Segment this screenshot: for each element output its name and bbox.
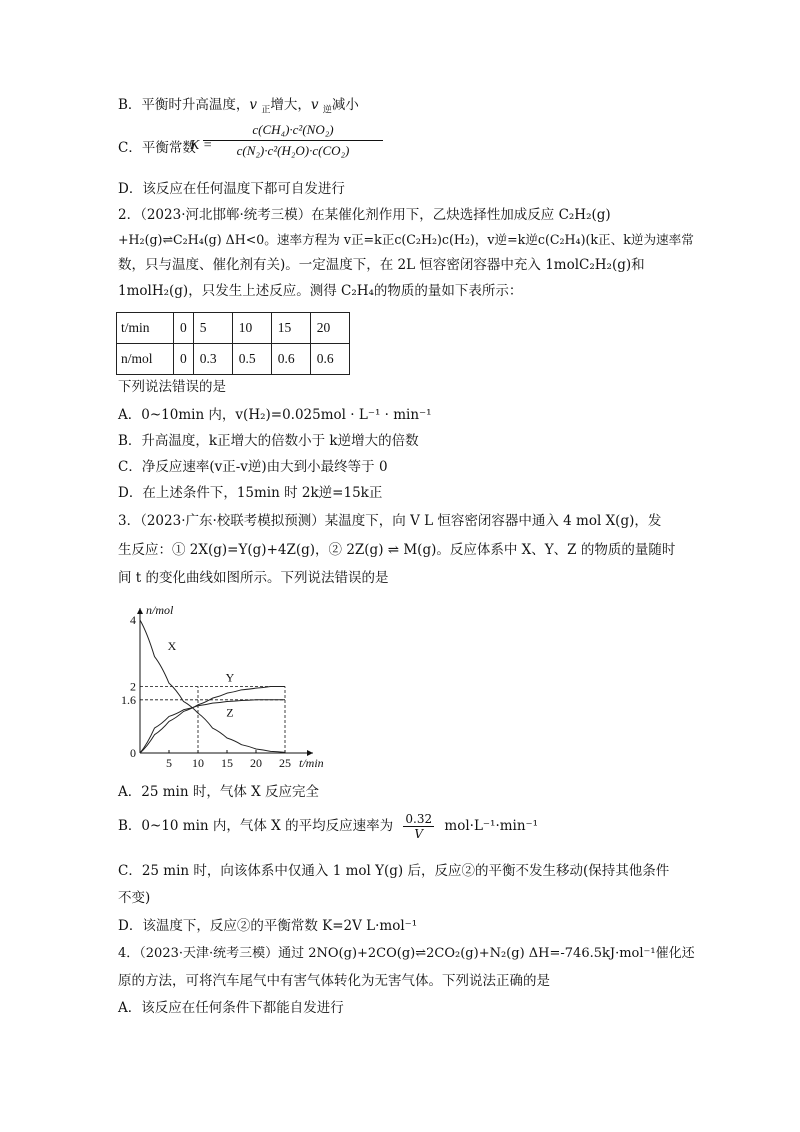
x-tick-label: 5 xyxy=(166,756,172,770)
table-cell: 5 xyxy=(193,313,232,344)
question-2-line-3: 数，只与温度、催化剂有关)。一定温度下，在 2L 恒容密闭容器中充入 1molC₂H₂(g)和 xyxy=(118,257,645,273)
table-cell: 0 xyxy=(174,313,194,344)
table-cell: 0.5 xyxy=(232,344,271,375)
question-2-line-2: +H₂(g)⇌C₂H₄(g) ΔH<0。速率方程为 v正=k正c(C₂H₂)c(H₂)，v逆=k逆c(C₂H₄)(k正、k逆为速率常 xyxy=(118,232,694,247)
rate-unit: mol·L⁻¹·min⁻¹ xyxy=(444,818,539,834)
question-2-option-c: C．净反应速率(v正-v逆)由大到小最终等于 0 xyxy=(118,459,388,475)
table-row xyxy=(117,344,350,375)
fraction-denominator: c(N₂)·c²(H₂O)·c(CO₂) xyxy=(203,140,383,159)
equilibrium-constant-fraction xyxy=(203,122,383,159)
question-3-option-d: D．该温度下，反应②的平衡常数 K=2V L·mol⁻¹ xyxy=(118,918,418,934)
series-label-y: Y xyxy=(225,670,235,685)
fraction-numerator: c(CH₄)·c²(NO₂) xyxy=(252,122,334,137)
amount-vs-time-chart xyxy=(108,600,348,770)
y-tick-label: 1.6 xyxy=(121,692,136,707)
table-row xyxy=(117,313,350,344)
series-label-x: X xyxy=(167,638,177,653)
k-symbol: K = xyxy=(190,138,213,153)
question-4-line-1: 4．（2023·天津·统考三模）通过 2NO(g)+2CO(g)⇌2CO₂(g)+N₂(g) ΔH=-746.5kJ·mol⁻¹催化还 xyxy=(118,946,695,961)
c2h4-amount-table xyxy=(116,312,350,375)
x-tick-label: 20 xyxy=(250,756,262,770)
question-2-option-d: D．在上述条件下，15min 时 2k逆=15k正 xyxy=(118,485,383,501)
series-line-z xyxy=(140,700,285,753)
table-cell: 10 xyxy=(232,313,271,344)
question-2-line-4: 1molH₂(g)，只发生上述反应。测得 C₂H₄的物质的量如下表所示： xyxy=(118,283,523,299)
option-b-prefix: B．0~10 min 内，气体 X 的平均反应速率为 xyxy=(118,818,394,834)
x-tick-label: 15 xyxy=(221,756,233,770)
question-3-line-3: 间 t 的变化曲线如图所示。下列说法错误的是 xyxy=(118,570,389,586)
option-b-line: B．平衡时升高温度，v $_正$增大，v $_逆$减小 xyxy=(118,97,359,116)
table-cell: 0.3 xyxy=(193,344,232,375)
y-axis-arrow xyxy=(137,608,143,614)
y-tick-label: 2 xyxy=(130,679,136,694)
question-3-option-b xyxy=(118,812,538,841)
table-cell: 0 xyxy=(174,344,194,375)
y-tick-label: 4 xyxy=(130,613,136,627)
question-3-option-c-line-2: 不变) xyxy=(118,890,151,906)
option-d-line: D．该反应在任何温度下都可自发进行 xyxy=(118,181,345,197)
question-3-line-2: 生反应：① 2X(g)=Y(g)+4Z(g)，② 2Z(g) ⇌ M(g)。反应体系中 X、Y、Z 的物质的量随时 xyxy=(118,542,676,558)
question-3-option-c-line-1: C．25 min 时，向该体系中仅通入 1 mol Y(g) 后，反应②的平衡不发生移动(保持其他条件 xyxy=(118,863,670,879)
rate-denominator: V xyxy=(414,827,424,841)
question-2-option-b: B．升高温度，k正增大的倍数小于 k逆增大的倍数 xyxy=(118,433,419,449)
rate-fraction xyxy=(403,812,434,841)
question-4-line-2: 原的方法，可将汽车尾气中有害气体转化为无害气体。下列说法正确的是 xyxy=(118,973,550,989)
question-2-prompt: 下列说法错误的是 xyxy=(118,379,226,395)
question-2-line-1: 2．（2023·河北邯郸·统考三模）在某催化剂作用下，乙炔选择性加成反应 C₂H₂(g) xyxy=(118,207,611,223)
table-cell: 0.6 xyxy=(310,344,349,375)
x-tick-label: 10 xyxy=(192,756,204,770)
series-label-z: Z xyxy=(226,705,234,720)
x-tick-label: 25 xyxy=(279,756,291,770)
table-cell: t/min xyxy=(117,313,174,344)
table-cell: 20 xyxy=(310,313,349,344)
option-c-prefix: C．平衡常数 xyxy=(118,140,196,156)
table-cell: n/mol xyxy=(117,344,174,375)
question-2-option-a: A．0~10min 内，v(H₂)=0.025mol · L⁻¹ · min⁻¹ xyxy=(118,407,432,423)
rate-numerator: 0.32 xyxy=(405,812,433,826)
table-cell: 15 xyxy=(271,313,310,344)
question-3-line-1: 3．（2023·广东·校联考模拟预测）某温度下，向 V L 恒容密闭容器中通入 4 mol X(g)，发 xyxy=(118,513,662,529)
series-line-y xyxy=(140,687,285,754)
y-axis-label: n/mol xyxy=(146,603,174,617)
question-4-option-a: A．该反应在任何条件下都能自发进行 xyxy=(118,1000,344,1016)
x-axis-label: t/min xyxy=(299,756,324,770)
question-3-option-a: A．25 min 时，气体 X 反应完全 xyxy=(118,784,320,800)
table-cell: 0.6 xyxy=(271,344,310,375)
y-tick-label: 0 xyxy=(130,746,136,760)
